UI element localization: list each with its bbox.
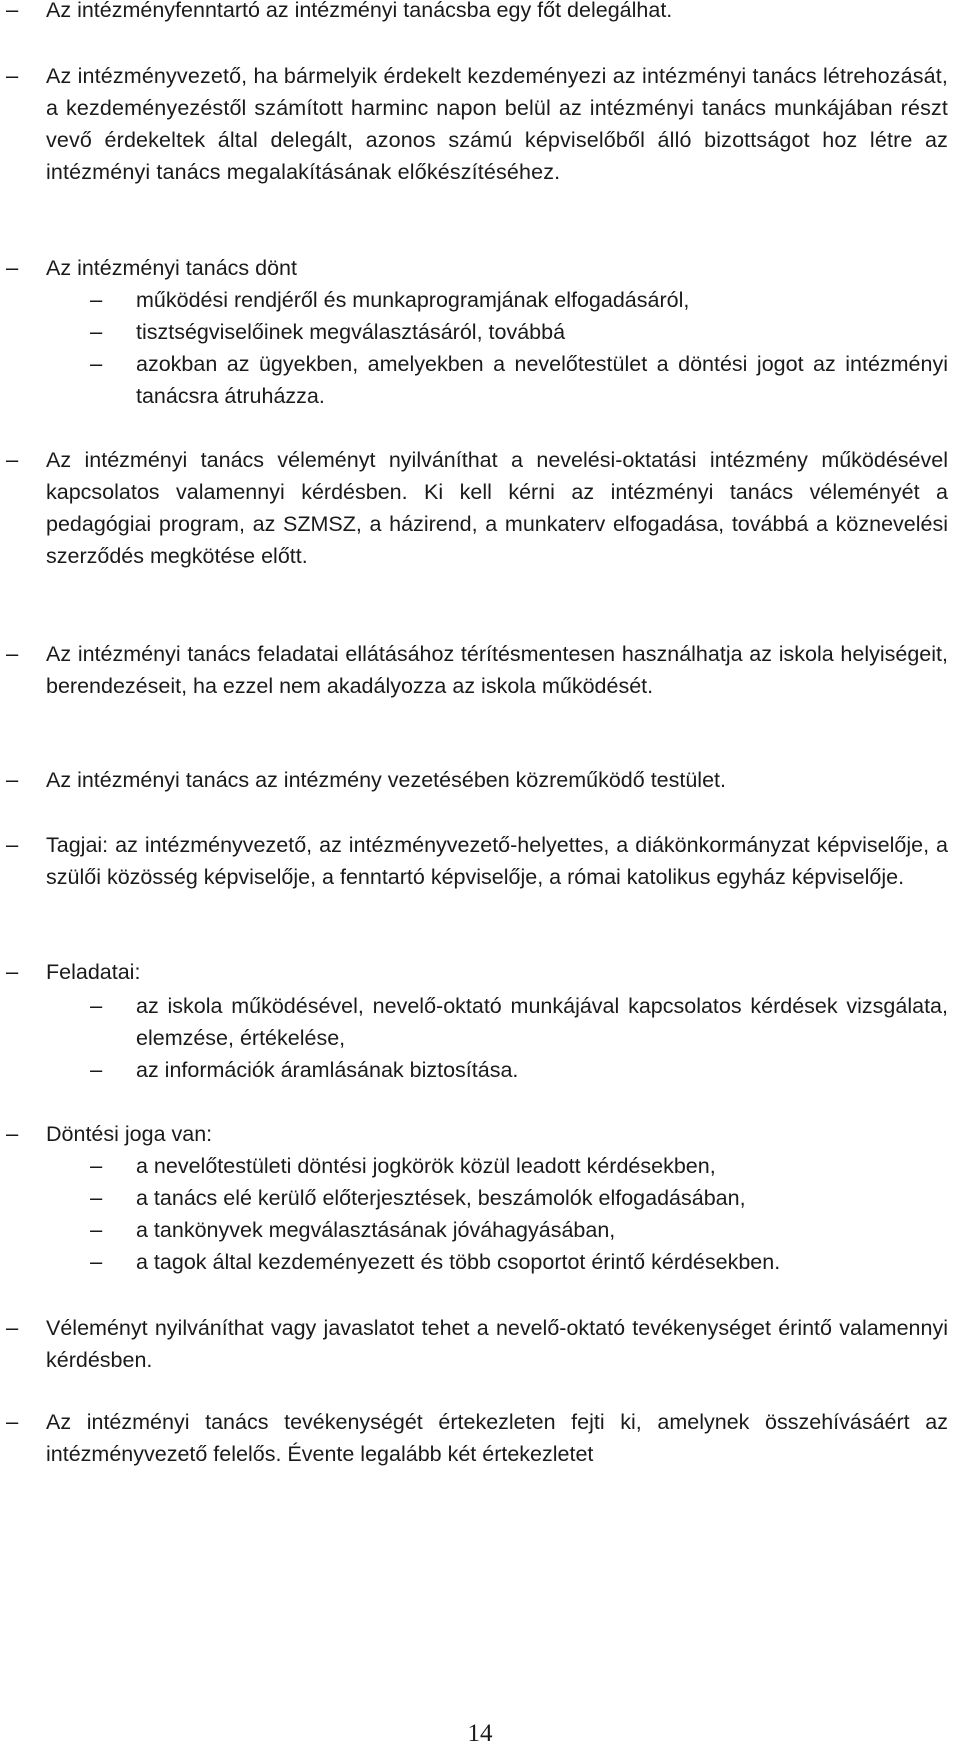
dash-bullet: – <box>6 1315 19 1340</box>
dash-bullet: – <box>90 993 103 1018</box>
dash-bullet: – <box>6 641 19 666</box>
dash-bullet: – <box>6 1409 19 1434</box>
page-number: 14 <box>467 1720 493 1747</box>
list-item-text: Az intézményi tanács tevékenységét értekezleten fejti ki, amelynek összehívásáért az intézményvezető felelős. Évente legalább két értekezletet <box>46 1410 948 1466</box>
list-item-text: Véleményt nyilváníthat vagy javaslatot tehet a nevelő-oktató tevékenységet érintő valamennyi kérdésben. <box>46 1316 948 1372</box>
dash-bullet: – <box>6 767 19 792</box>
dash-bullet: – <box>90 1185 103 1210</box>
sub-list-item-text: tisztségviselőinek megválasztásáról, továbbá <box>136 320 566 344</box>
list-item-text: Feladatai: <box>46 960 141 984</box>
list-item-text: Az intézményfenntartó az intézményi tanácsba egy főt delegálhat. <box>46 0 673 22</box>
list-item-text: Az intézményi tanács az intézmény vezetésében közreműködő testület. <box>46 768 726 792</box>
list-item-text: Az intézményi tanács feladatai ellátásához térítésmentesen használhatja az iskola helyiségeit, berendezéseit, ha ezzel nem akadályozza az iskola működését. <box>46 642 948 698</box>
dash-bullet: – <box>6 447 19 472</box>
dash-bullet: – <box>6 832 19 857</box>
dash-bullet: – <box>90 319 103 344</box>
sub-list-item-text: az iskola működésével, nevelő-oktató munkájával kapcsolatos kérdések vizsgálata, elemzése, értékelése, <box>136 994 948 1050</box>
dash-bullet: – <box>6 63 19 88</box>
sub-list-item-text: a nevelőtestületi döntési jogkörök közül leadott kérdésekben, <box>136 1154 716 1178</box>
dash-bullet: – <box>90 287 103 312</box>
list-item-text: Az intézményi tanács véleményt nyilváníthat a nevelési-oktatási intézmény működésével kapcsolatos valamennyi kérdésben. Ki kell kérni az intézményi tanács véleményét a pedagógiai program, az SZMSZ, a házirend, a munkaterv elfogadása, továbbá a köznevelési szerződés megkötése előtt. <box>46 448 948 568</box>
dash-bullet: – <box>90 1153 103 1178</box>
list-item-text: Döntési joga van: <box>46 1122 213 1146</box>
sub-list-item-text: működési rendjéről és munkaprogramjának elfogadásáról, <box>136 288 690 312</box>
dash-bullet: – <box>6 0 19 22</box>
sub-list-item-text: azokban az ügyekben, amelyekben a nevelőtestület a döntési jogot az intézményi tanácsra átruházza. <box>136 352 948 408</box>
list-item-text: Tagjai: az intézményvezető, az intézményvezető-helyettes, a diákönkormányzat képviselője, a szülői közösség képviselője, a fenntartó képviselője, a római katolikus egyház képviselője. <box>46 833 948 889</box>
dash-bullet: – <box>6 959 19 984</box>
dash-bullet: – <box>90 1217 103 1242</box>
sub-list-item-text: a tankönyvek megválasztásának jóváhagyásában, <box>136 1218 616 1242</box>
sub-list-item-text: az információk áramlásának biztosítása. <box>136 1058 519 1082</box>
dash-bullet: – <box>90 351 103 376</box>
dash-bullet: – <box>90 1057 103 1082</box>
list-item-text: Az intézményvezető, ha bármelyik érdekelt kezdeményezi az intézményi tanács létrehozását, a kezdeményezéstől számított harminc napon belül az intézményi tanács munkájában részt vevő érdekeltek által delegált, azonos számú képviselőből álló bizottságot hoz létre az intézményi tanács megalakításának előkészítéséhez. <box>46 64 948 184</box>
dash-bullet: – <box>6 1121 19 1146</box>
list-item-text: Az intézményi tanács dönt <box>46 256 297 280</box>
sub-list-item-text: a tagok által kezdeményezett és több csoportot érintő kérdésekben. <box>136 1250 781 1274</box>
dash-bullet: – <box>90 1249 103 1274</box>
sub-list-item-text: a tanács elé kerülő előterjesztések, beszámolók elfogadásában, <box>136 1186 746 1210</box>
dash-bullet: – <box>6 255 19 280</box>
